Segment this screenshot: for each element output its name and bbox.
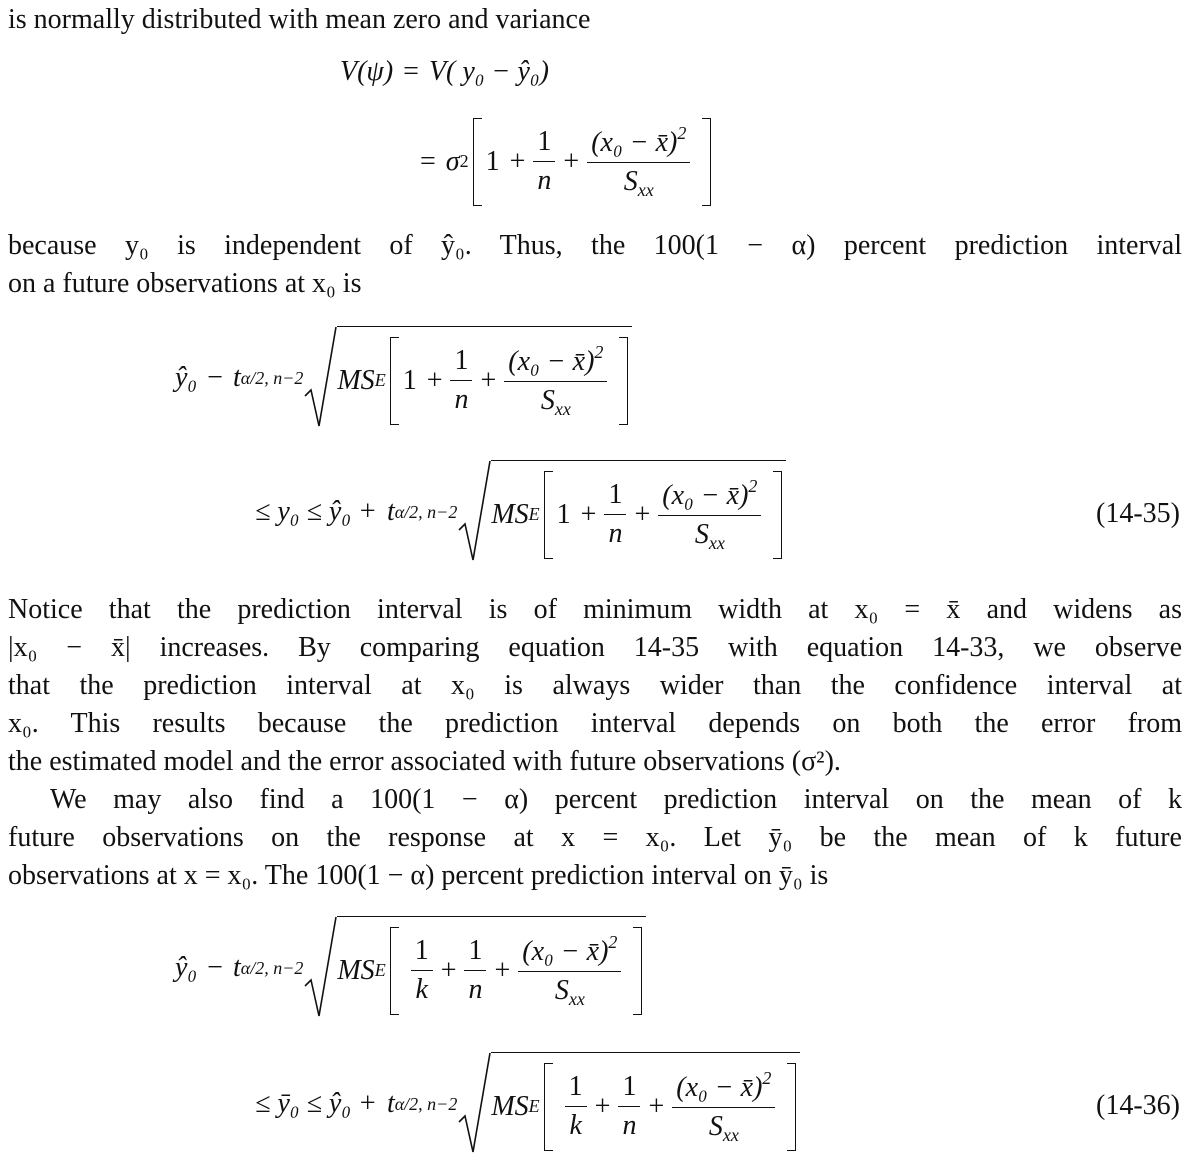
square-root — [457, 460, 786, 564]
denominator: n — [454, 384, 469, 415]
mse-subscript: E — [374, 960, 386, 980]
right-bracket — [773, 471, 782, 559]
prediction-interval-lower — [175, 326, 632, 430]
square-root — [303, 916, 646, 1020]
fraction-deviation — [672, 1061, 775, 1152]
fraction-deviation — [504, 335, 607, 426]
fraction-deviation — [587, 116, 690, 207]
subscript: xx — [554, 399, 571, 419]
plus: + — [494, 954, 511, 986]
radical-icon — [303, 916, 337, 1020]
num-text: (x₀ − x̄) — [591, 127, 678, 158]
mean-prediction-interval-upper — [255, 1052, 800, 1156]
fraction-deviation — [518, 925, 621, 1016]
plus: + — [480, 364, 497, 396]
numerator: 1 — [533, 125, 555, 162]
plus: + — [580, 498, 597, 530]
text-line: is normally distributed with mean zero and variance — [8, 4, 591, 35]
num-text: (x₀ − x̄) — [522, 936, 609, 967]
denominator: k — [415, 974, 428, 1005]
exponent: 2 — [762, 1068, 772, 1088]
mse-subscript: E — [528, 504, 540, 524]
denominator — [709, 1108, 739, 1152]
radical-icon — [457, 1052, 491, 1156]
exponent: 2 — [748, 476, 758, 496]
minus: − — [207, 952, 223, 983]
numerator — [504, 335, 607, 382]
text-line: future observations on the response at x = x₀. Let ȳ₀ be the mean of k future — [8, 822, 1182, 853]
fraction-1-over-n — [464, 934, 486, 1007]
equation-number: (14-36) — [1096, 1090, 1180, 1121]
denominator: n — [608, 518, 623, 549]
numerator — [587, 116, 690, 163]
eq-lhs: V(ψ) — [340, 56, 394, 87]
y-hat: ŷ₀ — [175, 362, 198, 393]
mean-prediction-interval-lower — [175, 916, 646, 1020]
denominator: n — [622, 1110, 637, 1141]
radicand — [337, 326, 632, 430]
t-stat: t — [386, 1088, 395, 1119]
term-one: 1 — [485, 145, 500, 177]
text-line: Notice that the prediction interval is of minimum width at x₀ = x̄ and widens as — [8, 594, 1182, 625]
numerator: 1 — [464, 934, 486, 971]
inequality: ≤ ȳ₀ ≤ ŷ₀ + — [255, 1088, 377, 1119]
t-subscript: α/2, n−2 — [394, 1093, 458, 1114]
plus: + — [648, 1090, 665, 1122]
numerator — [518, 925, 621, 972]
square-root — [457, 1052, 800, 1156]
mse: MS — [337, 364, 375, 396]
variance-expansion — [420, 116, 715, 207]
plus: + — [563, 145, 580, 177]
exponent: 2 — [677, 123, 687, 143]
fraction-1-over-n — [618, 1070, 640, 1143]
denominator: n — [537, 165, 552, 196]
plus: + — [509, 145, 526, 177]
left-bracket — [473, 118, 482, 206]
text-line: observations at x = x₀. The 100(1 − α) percent prediction interval on ȳ₀ is — [8, 860, 829, 891]
text-line: |x₀ − x̄| increases. By comparing equation 14-35 with equation 14-33, we observe — [8, 632, 1182, 663]
prediction-interval-upper — [255, 460, 786, 564]
minus: − — [207, 362, 223, 393]
variance-equation — [340, 56, 549, 88]
sigma: σ — [445, 145, 460, 177]
left-bracket — [544, 471, 553, 559]
numerator: 1 — [565, 1070, 587, 1107]
mse: MS — [491, 498, 529, 530]
denominator — [541, 382, 571, 426]
subscript: xx — [568, 989, 585, 1009]
text-line: We may also find a 100(1 − α) percent prediction interval on the mean of k — [50, 784, 1182, 815]
text-line: because y₀ is independent of ŷ₀. Thus, the 100(1 − α) percent prediction interval — [8, 230, 1182, 261]
numerator: 1 — [604, 478, 626, 515]
square-root — [303, 326, 632, 430]
subscript: xx — [708, 533, 725, 553]
term-one: 1 — [402, 364, 417, 396]
t-subscript: α/2, n−2 — [394, 501, 458, 522]
exponent: 2 — [594, 342, 604, 362]
fraction-1-over-k — [411, 934, 433, 1007]
numerator — [672, 1061, 775, 1108]
mse-subscript: E — [374, 370, 386, 390]
fraction-1-over-n — [604, 478, 626, 551]
text-line: x₀. This results because the prediction interval depends on both the error from — [8, 708, 1182, 739]
left-bracket — [390, 337, 399, 425]
fraction-1-over-k — [565, 1070, 587, 1143]
subscript: xx — [722, 1125, 739, 1145]
exponent: 2 — [608, 932, 618, 952]
eq-sign: = — [403, 56, 419, 87]
eq-sign: = — [420, 145, 436, 177]
y-hat: ŷ₀ — [175, 952, 198, 983]
text-line: the estimated model and the error associated with future observations (σ²). — [8, 746, 841, 777]
denominator: k — [569, 1110, 582, 1141]
fraction-deviation — [658, 469, 761, 560]
plus: + — [594, 1090, 611, 1122]
text-line: on a future observations at x₀ is — [8, 268, 362, 299]
num-text: (x₀ − x̄) — [676, 1072, 763, 1103]
t-stat: t — [232, 362, 241, 393]
radicand — [491, 460, 786, 564]
left-bracket — [544, 1063, 553, 1151]
plus: + — [426, 364, 443, 396]
den-text: S — [694, 519, 709, 550]
num-text: (x₀ − x̄) — [662, 480, 749, 511]
t-subscript: α/2, n−2 — [240, 367, 304, 388]
mse-subscript: E — [528, 1096, 540, 1116]
eq-rhs: V( y₀ − ŷ₀) — [428, 56, 549, 87]
radicand — [337, 916, 646, 1020]
term-one: 1 — [556, 498, 571, 530]
radical-icon — [303, 326, 337, 430]
den-text: S — [554, 975, 569, 1006]
den-text: S — [623, 166, 638, 197]
numerator: 1 — [618, 1070, 640, 1107]
text-line: that the prediction interval at x₀ is always wider than the confidence interval at — [8, 670, 1182, 701]
radicand — [491, 1052, 800, 1156]
den-text: S — [540, 385, 555, 416]
fraction-1-over-n — [533, 125, 555, 198]
right-bracket — [787, 1063, 796, 1151]
mse: MS — [337, 954, 375, 986]
denominator — [695, 516, 725, 560]
denominator: n — [468, 974, 483, 1005]
numerator — [658, 469, 761, 516]
t-stat: t — [386, 496, 395, 527]
equation-number: (14-35) — [1096, 498, 1180, 529]
inequality: ≤ y₀ ≤ ŷ₀ + — [255, 496, 377, 527]
numerator: 1 — [411, 934, 433, 971]
numerator: 1 — [450, 344, 472, 381]
t-stat: t — [232, 952, 241, 983]
subscript: xx — [637, 180, 654, 200]
plus: + — [440, 954, 457, 986]
left-bracket — [390, 927, 399, 1015]
denominator — [555, 972, 585, 1016]
radical-icon — [457, 460, 491, 564]
fraction-1-over-n — [450, 344, 472, 417]
den-text: S — [708, 1111, 723, 1142]
num-text: (x₀ − x̄) — [508, 346, 595, 377]
exponent: 2 — [459, 151, 469, 171]
right-bracket — [619, 337, 628, 425]
t-subscript: α/2, n−2 — [240, 957, 304, 978]
plus: + — [634, 498, 651, 530]
right-bracket — [702, 118, 711, 206]
mse: MS — [491, 1090, 529, 1122]
right-bracket — [633, 927, 642, 1015]
denominator — [624, 163, 654, 207]
